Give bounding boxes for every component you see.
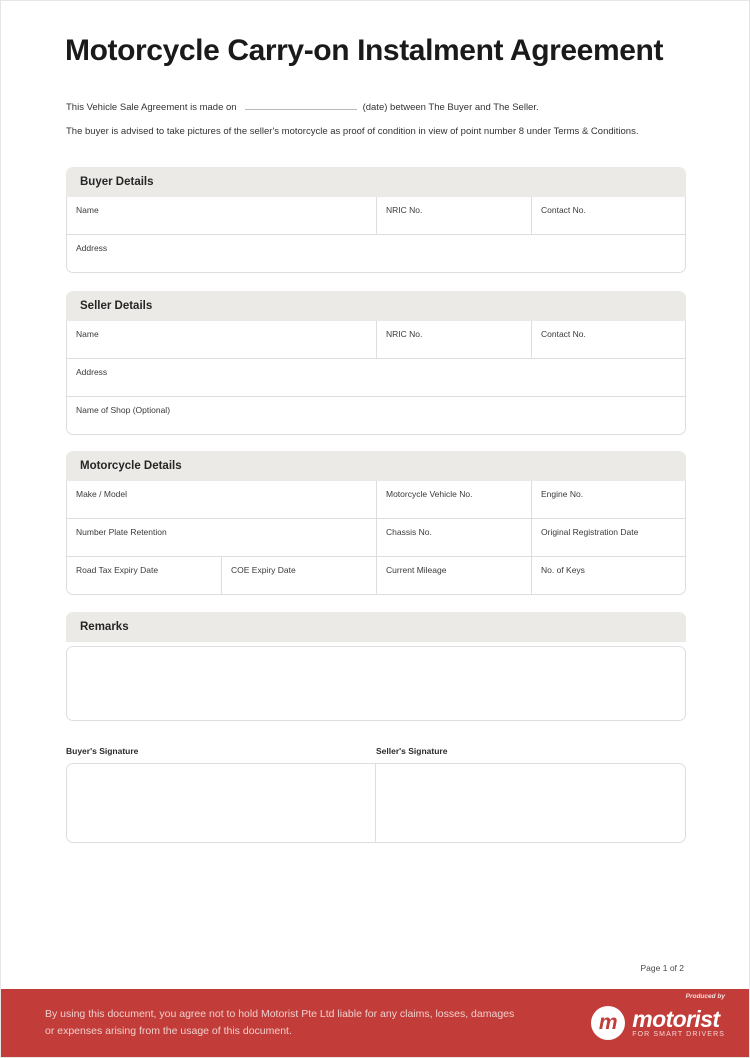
buyer-details-heading: Buyer Details xyxy=(66,167,686,197)
section-seller-details xyxy=(66,291,686,435)
intro-line-advice: The buyer is advised to take pictures of the seller's motorcycle as proof of condition in view of point number 8 under Terms & Conditions. xyxy=(66,126,639,137)
brand-tagline: FOR SMART DRIVERS xyxy=(632,1031,725,1038)
field-chassis-no[interactable]: Chassis No. xyxy=(377,519,532,556)
buyer-details-table xyxy=(66,197,686,273)
table-row xyxy=(67,481,685,519)
motorcycle-details-heading: Motorcycle Details xyxy=(66,451,686,481)
table-row xyxy=(67,235,685,272)
table-row xyxy=(67,519,685,557)
field-buyer-contact[interactable]: Contact No. xyxy=(541,205,586,215)
seller-details-table xyxy=(66,321,686,435)
seller-details-heading: Seller Details xyxy=(66,291,686,321)
field-buyer-name[interactable]: Name xyxy=(67,197,377,234)
field-number-plate-retention[interactable]: Number Plate Retention xyxy=(67,519,377,556)
brand-wordmark: motorist xyxy=(632,1006,720,1032)
page-number: Page 1 of 2 xyxy=(640,963,684,973)
produced-by-label: Produced by xyxy=(685,993,725,1000)
field-coe-expiry-date[interactable]: COE Expiry Date xyxy=(222,557,377,594)
date-blank-field[interactable] xyxy=(245,102,357,110)
intro-text-after: (date) between The Buyer and The Seller. xyxy=(362,102,539,113)
table-row xyxy=(67,197,685,235)
motorist-circle-icon xyxy=(591,1006,625,1040)
motorcycle-details-table xyxy=(66,481,686,595)
field-make-model[interactable]: Make / Model xyxy=(67,481,377,518)
section-buyer-details xyxy=(66,167,686,273)
field-seller-nric[interactable]: NRIC No. xyxy=(377,321,532,358)
field-buyer-nric[interactable]: NRIC No. xyxy=(377,197,532,234)
intro-line-date xyxy=(66,101,686,114)
field-seller-contact[interactable]: Contact No. xyxy=(541,329,586,339)
section-motorcycle-details xyxy=(66,451,686,595)
seller-signature-label: Seller's Signature xyxy=(376,746,448,756)
signature-boxes xyxy=(66,763,686,843)
motorist-logo xyxy=(591,993,725,1040)
field-seller-address[interactable]: Address xyxy=(76,367,108,377)
field-no-of-keys[interactable]: No. of Keys xyxy=(541,565,585,575)
logo-letter: m xyxy=(598,1010,618,1034)
buyer-signature-field[interactable] xyxy=(67,764,376,842)
intro-paragraph xyxy=(66,101,686,138)
remarks-heading: Remarks xyxy=(66,612,686,642)
field-vehicle-no[interactable]: Motorcycle Vehicle No. xyxy=(377,481,532,518)
intro-text-before: This Vehicle Sale Agreement is made on xyxy=(66,102,237,113)
signature-labels xyxy=(66,746,686,756)
field-road-tax-expiry-date[interactable]: Road Tax Expiry Date xyxy=(67,557,222,594)
field-seller-name[interactable]: Name xyxy=(67,321,377,358)
field-buyer-address[interactable]: Address xyxy=(76,243,108,253)
footer-banner xyxy=(1,989,750,1057)
field-original-registration-date[interactable]: Original Registration Date xyxy=(541,527,639,537)
footer-disclaimer: By using this document, you agree not to hold Motorist Pte Ltd liable for any claims, losses, damages or expenses arising from the usage of this document. xyxy=(45,1008,515,1037)
field-current-mileage[interactable]: Current Mileage xyxy=(377,557,532,594)
table-row xyxy=(67,321,685,359)
table-row xyxy=(67,557,685,594)
page-title: Motorcycle Carry-on Instalment Agreement xyxy=(65,34,664,67)
field-engine-no[interactable]: Engine No. xyxy=(541,489,584,499)
section-remarks xyxy=(66,612,686,642)
field-seller-shop-name[interactable]: Name of Shop (Optional) xyxy=(76,405,171,415)
table-row xyxy=(67,359,685,397)
seller-signature-field[interactable] xyxy=(376,764,685,842)
table-row xyxy=(67,397,685,434)
logo-text-block xyxy=(632,993,725,1038)
buyer-signature-label: Buyer's Signature xyxy=(66,746,139,756)
remarks-input[interactable] xyxy=(66,646,686,721)
